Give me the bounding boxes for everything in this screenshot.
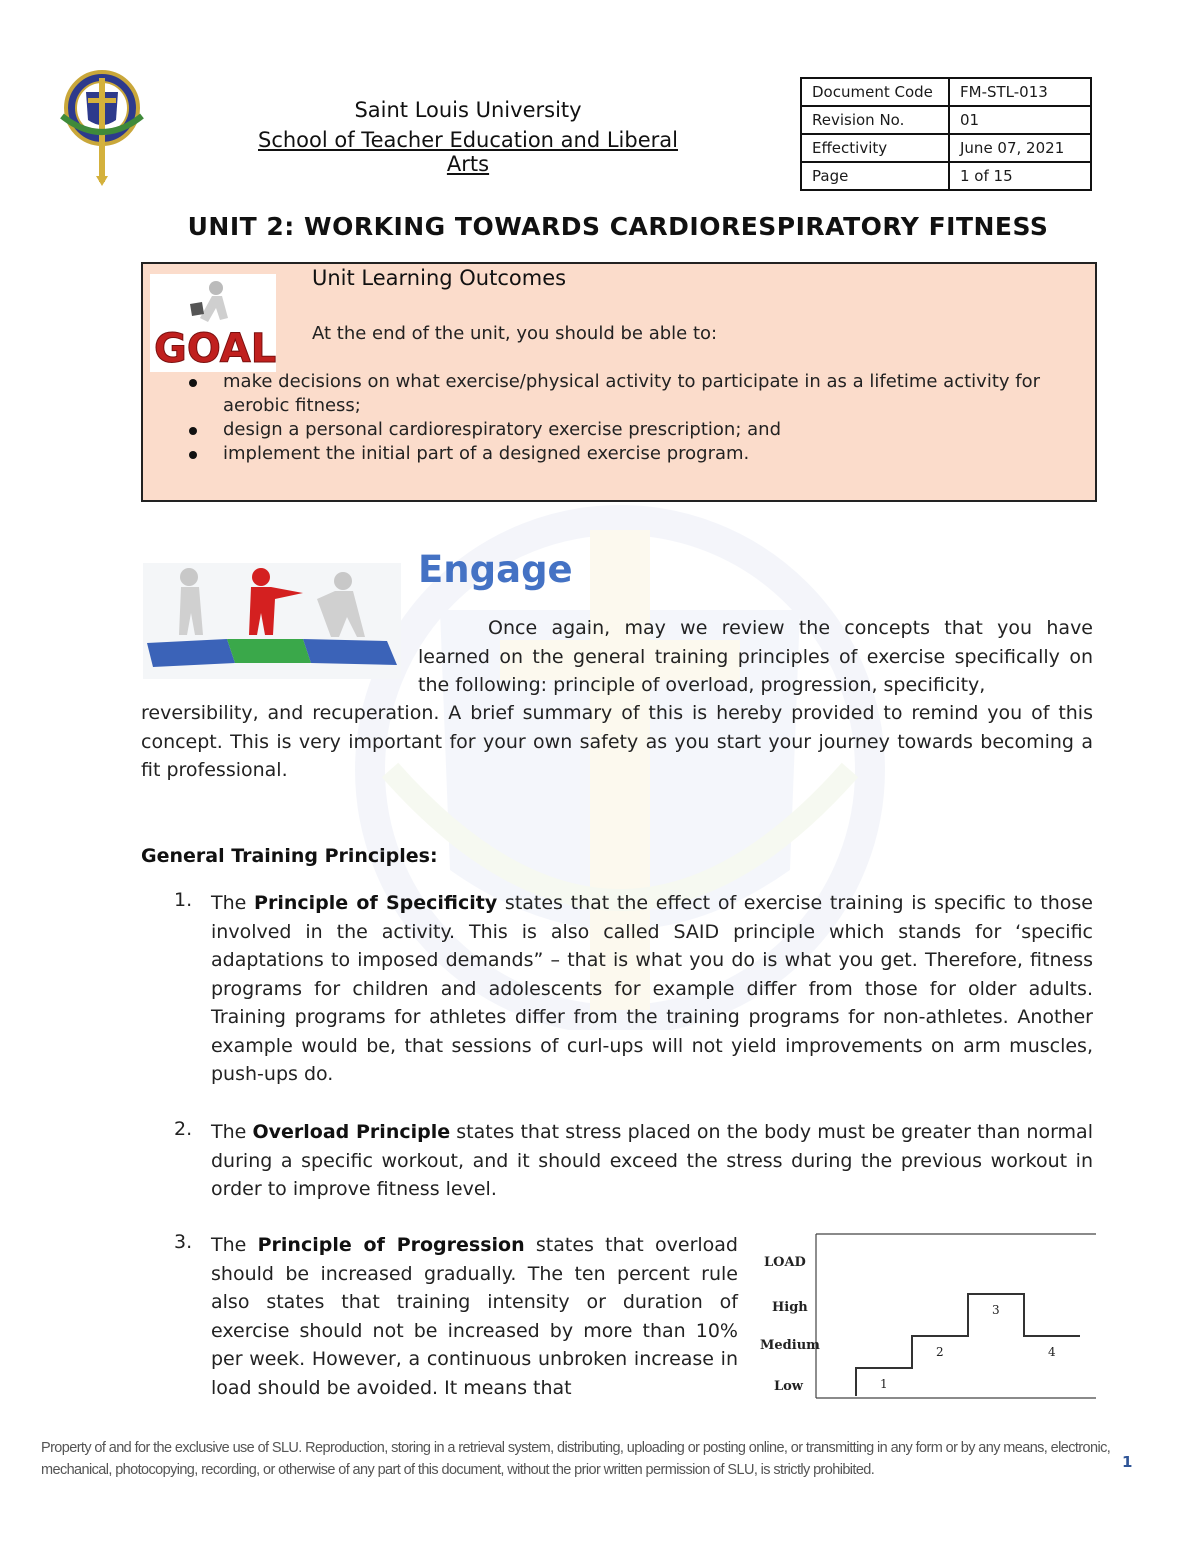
goal-illustration	[150, 274, 276, 372]
doc-row-effectivity	[801, 134, 1091, 162]
list-item	[186, 442, 1086, 466]
chart-step-line	[856, 1294, 1080, 1396]
school-name: School of Teacher Education and Liberal Arts	[258, 128, 678, 176]
principle-text: states that the effect of exercise training is specific to those involved in the activity. This is also called SAID principle which stands for ‘specific adaptations to imposed demands” – that is what you do is what you get. Therefore, fitness programs for children and adolescents for example differ from those for older adults. Training programs for athletes differ from the training programs for non-athletes. Another example would be, that sessions of curl-ups will not yield improvements on arm muscles, push-ups do.	[211, 892, 1093, 1085]
engage-paragraph-part-a: Once again, may we review the concepts that you have learned on the general training principles of exercise specifically on the following: principle of overload, progression, specificity,	[418, 617, 1093, 696]
doc-key: Page	[801, 162, 949, 190]
principle-term: Principle of Specificity	[254, 892, 498, 914]
engage-title: Engage	[418, 548, 573, 591]
unit-title: UNIT 2: WORKING TOWARDS CARDIORESPIRATORY FITNESS	[187, 212, 1049, 241]
doc-key: Document Code	[801, 78, 949, 106]
chart-step-label: 2	[936, 1345, 944, 1359]
principle-specificity	[211, 889, 1093, 1089]
copyright-notice: Property of and for the exclusive use of SLU. Reproduction, storing in a retrieval system, distributing, uploading or posting online, or transmitting in any form or by any means, electronic, mechanical, photocopying, recording, or otherwise of any part of this document, without the prior written permission of SLU, is strictly prohibited.	[41, 1440, 1111, 1478]
list-item	[186, 370, 1086, 418]
chart-level-label: Low	[774, 1379, 804, 1394]
chart-step-label: 4	[1048, 1345, 1056, 1359]
slu-logo	[56, 68, 148, 186]
bullet-icon	[189, 451, 197, 459]
doc-row-code	[801, 78, 1091, 106]
principles-heading: General Training Principles:	[141, 845, 438, 867]
principle-progression	[211, 1231, 738, 1402]
outcome-text: make decisions on what exercise/physical activity to participate in as a lifetime activity for aerobic fitness;	[223, 371, 1041, 416]
doc-value: 01	[949, 106, 1091, 134]
outcome-text: design a personal cardiorespiratory exercise prescription; and	[223, 419, 781, 440]
doc-key: Effectivity	[801, 134, 949, 162]
progression-load-chart	[756, 1228, 1096, 1403]
chart-level-label: High	[772, 1300, 808, 1315]
principle-lead: The	[211, 892, 255, 914]
principle-lead: The	[211, 1234, 258, 1256]
doc-row-page	[801, 162, 1091, 190]
principle-term: Overload Principle	[252, 1121, 451, 1143]
doc-value: 1 of 15	[949, 162, 1091, 190]
doc-value: FM-STL-013	[949, 78, 1091, 106]
chart-ylabel: LOAD	[764, 1255, 806, 1270]
bullet-icon	[189, 379, 197, 387]
item-number: 3.	[174, 1231, 193, 1253]
doc-value: June 07, 2021	[949, 134, 1091, 162]
list-item	[186, 418, 1086, 442]
outcomes-title: Unit Learning Outcomes	[312, 266, 567, 290]
principle-overload	[211, 1118, 1093, 1204]
bullet-icon	[189, 427, 197, 435]
goal-logo-text: GOAL	[154, 326, 276, 372]
university-name: Saint Louis University	[354, 98, 582, 122]
outcome-text: implement the initial part of a designed exercise program.	[223, 443, 750, 464]
teamwork-puzzle-illustration	[143, 563, 401, 679]
principle-text: states that stress placed on the body must be greater than normal during a specific workout, and it should exceed the stress during the previous workout in order to improve fitness level.	[211, 1121, 1093, 1200]
outcomes-intro: At the end of the unit, you should be able to:	[312, 323, 718, 344]
chart-step-label: 3	[992, 1303, 1000, 1317]
principle-term: Principle of Progression	[257, 1234, 525, 1256]
principle-lead: The	[211, 1121, 253, 1143]
doc-row-revision	[801, 106, 1091, 134]
item-number: 2.	[174, 1118, 193, 1140]
item-number: 1.	[174, 889, 193, 911]
engage-paragraph-part-b: reversibility, and recuperation. A brief summary of this is hereby provided to remind you of this concept. This is very important for your own safety as you start your journey towards becoming a fit professional.	[141, 702, 1093, 781]
principle-text: states that overload should be increased gradually. The ten percent rule also states that training intensity or duration of exercise should not be increased by more than 10% per week. However, a continuous unbroken increase in load should be avoided. It means that	[211, 1234, 738, 1399]
document-info-table	[800, 77, 1092, 191]
doc-key: Revision No.	[801, 106, 949, 134]
chart-level-label: Medium	[760, 1338, 820, 1353]
page-number: 1	[1122, 1453, 1133, 1471]
outcomes-list	[186, 370, 1086, 466]
chart-step-label: 1	[880, 1377, 888, 1391]
